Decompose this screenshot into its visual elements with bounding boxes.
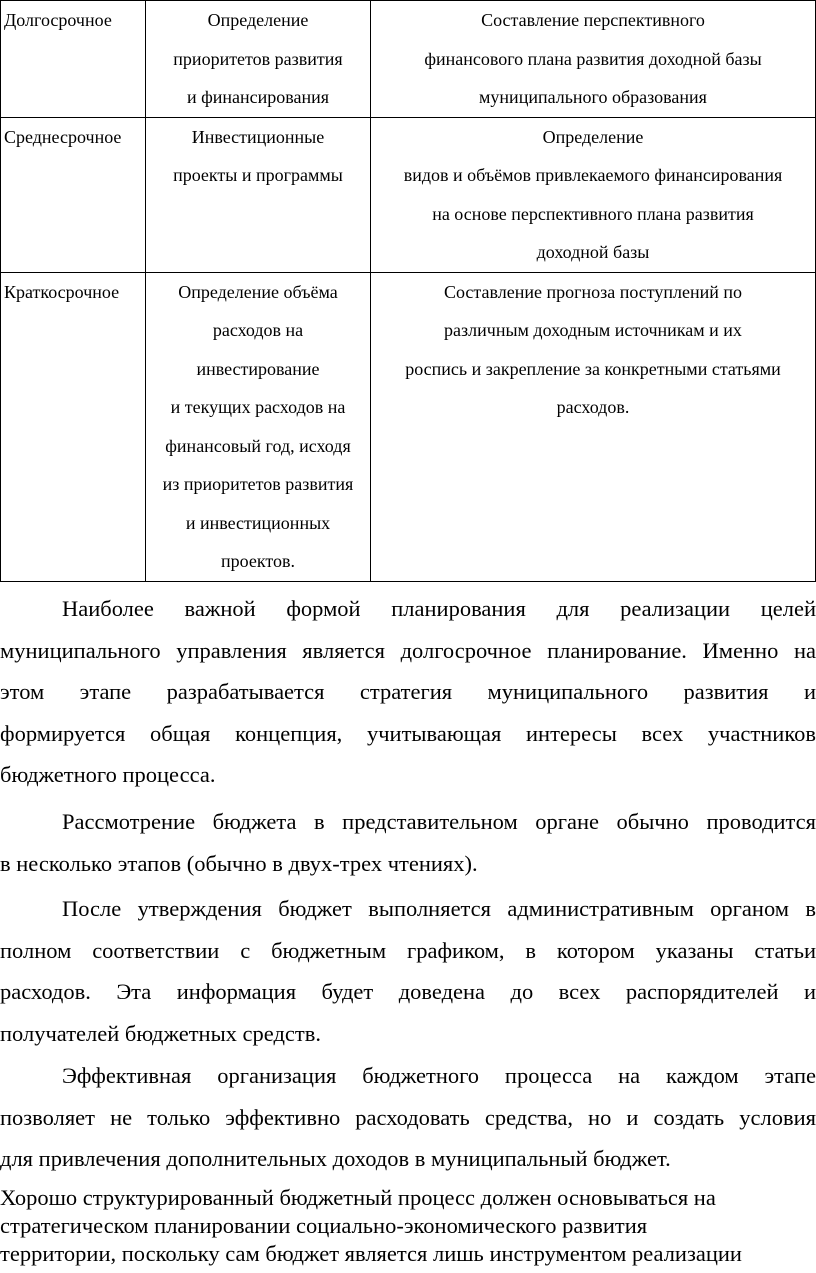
text-line: муниципального управления является долгосрочное планирование. Именно на	[0, 637, 816, 663]
tool-line: и финансирования	[186, 87, 330, 107]
paragraph-planning-importance	[0, 588, 816, 796]
table-row	[1, 1, 816, 118]
content-line: видов и объёмов привлекаемого финансирования	[403, 165, 783, 185]
text-line: Наиболее важной формой планирования для реализации целей	[62, 596, 816, 621]
term-label: Долгосрочное	[4, 10, 112, 30]
content-line: расходов.	[556, 397, 630, 417]
text-line: Рассмотрение бюджета в представительном органе обычно проводится	[62, 809, 816, 834]
text-line: полном соответствии с бюджетным графиком, в котором указаны статьи	[0, 937, 816, 963]
term-label: Краткосрочное	[4, 281, 120, 302]
tool-line: из приоритетов развития	[162, 474, 354, 494]
content-line: Определение	[542, 126, 644, 147]
content-line: различным доходным источникам и их	[444, 320, 742, 340]
text-line: Хорошо структурированный бюджетный процесс должен основываться на	[0, 1185, 716, 1210]
text-line: этом этапе разрабатывается стратегия муниципального развития и	[0, 679, 816, 704]
text-line: расходов. Эта информация будет доведена до всех распорядителей и	[0, 979, 816, 1004]
tool-line: проекты и программы	[173, 165, 343, 185]
text-line: получателей бюджетных средств.	[0, 1020, 321, 1046]
text-line: позволяет не только эффективно расходовать средства, но и создать условия	[0, 1104, 816, 1130]
paragraph-structured-process	[0, 1184, 816, 1268]
tool-line: проектов.	[221, 551, 295, 571]
tool-cell	[146, 1, 371, 118]
tool-line: приоритетов развития	[173, 48, 343, 69]
text-line: в несколько этапов (обычно в двух-трех чтениях).	[0, 850, 478, 876]
content-cell	[371, 1, 816, 118]
tool-line: расходов на	[212, 320, 304, 340]
term-cell	[1, 1, 146, 118]
tool-cell	[146, 117, 371, 272]
text-line: Эффективная организация бюджетного процесса на каждом этапе	[62, 1063, 816, 1088]
content-line: финансового плана развития доходной базы	[424, 48, 762, 69]
text-line: формируется общая концепция, учитывающая интересы всех участников	[0, 720, 816, 746]
tool-line: и текущих расходов на	[170, 397, 346, 417]
tool-line: финансовый год, исходя	[165, 435, 351, 456]
tool-line: инвестирование	[196, 358, 320, 379]
table-row	[1, 117, 816, 272]
term-cell	[1, 272, 146, 581]
tool-line: и инвестиционных	[185, 512, 331, 533]
content-line: муниципального образования	[479, 87, 707, 107]
content-line: Составление перспективного	[481, 10, 705, 30]
paragraph-budget-review	[0, 801, 816, 884]
planning-table	[0, 0, 816, 582]
text-line: бюджетного процесса.	[0, 762, 216, 787]
text-line: территории, поскольку сам бюджет является лишь инструментом реализации	[0, 1241, 742, 1266]
content-line: Составление прогноза поступлений по	[443, 281, 743, 302]
content-cell	[371, 272, 816, 581]
term-cell	[1, 117, 146, 272]
text-line: для привлечения дополнительных доходов в муниципальный бюджет.	[0, 1146, 671, 1171]
tool-line: Определение	[207, 10, 309, 30]
term-label: Среднесрочное	[4, 126, 122, 147]
text-line: стратегическом планировании социально-экономического развития	[0, 1213, 648, 1238]
paragraph-budget-execution	[0, 888, 816, 1054]
content-line: доходной базы	[536, 242, 650, 262]
tool-line: Инвестиционные	[191, 126, 325, 147]
tool-cell	[146, 272, 371, 581]
tool-line: Определение объёма	[178, 281, 338, 302]
text-line: После утверждения бюджет выполняется административным органом в	[62, 896, 816, 921]
content-line: на основе перспективного плана развития	[432, 203, 754, 224]
content-cell	[371, 117, 816, 272]
table-row	[1, 272, 816, 581]
paragraph-effective-organization	[0, 1055, 816, 1180]
content-line: роспись и закрепление за конкретными статьями	[405, 358, 781, 379]
